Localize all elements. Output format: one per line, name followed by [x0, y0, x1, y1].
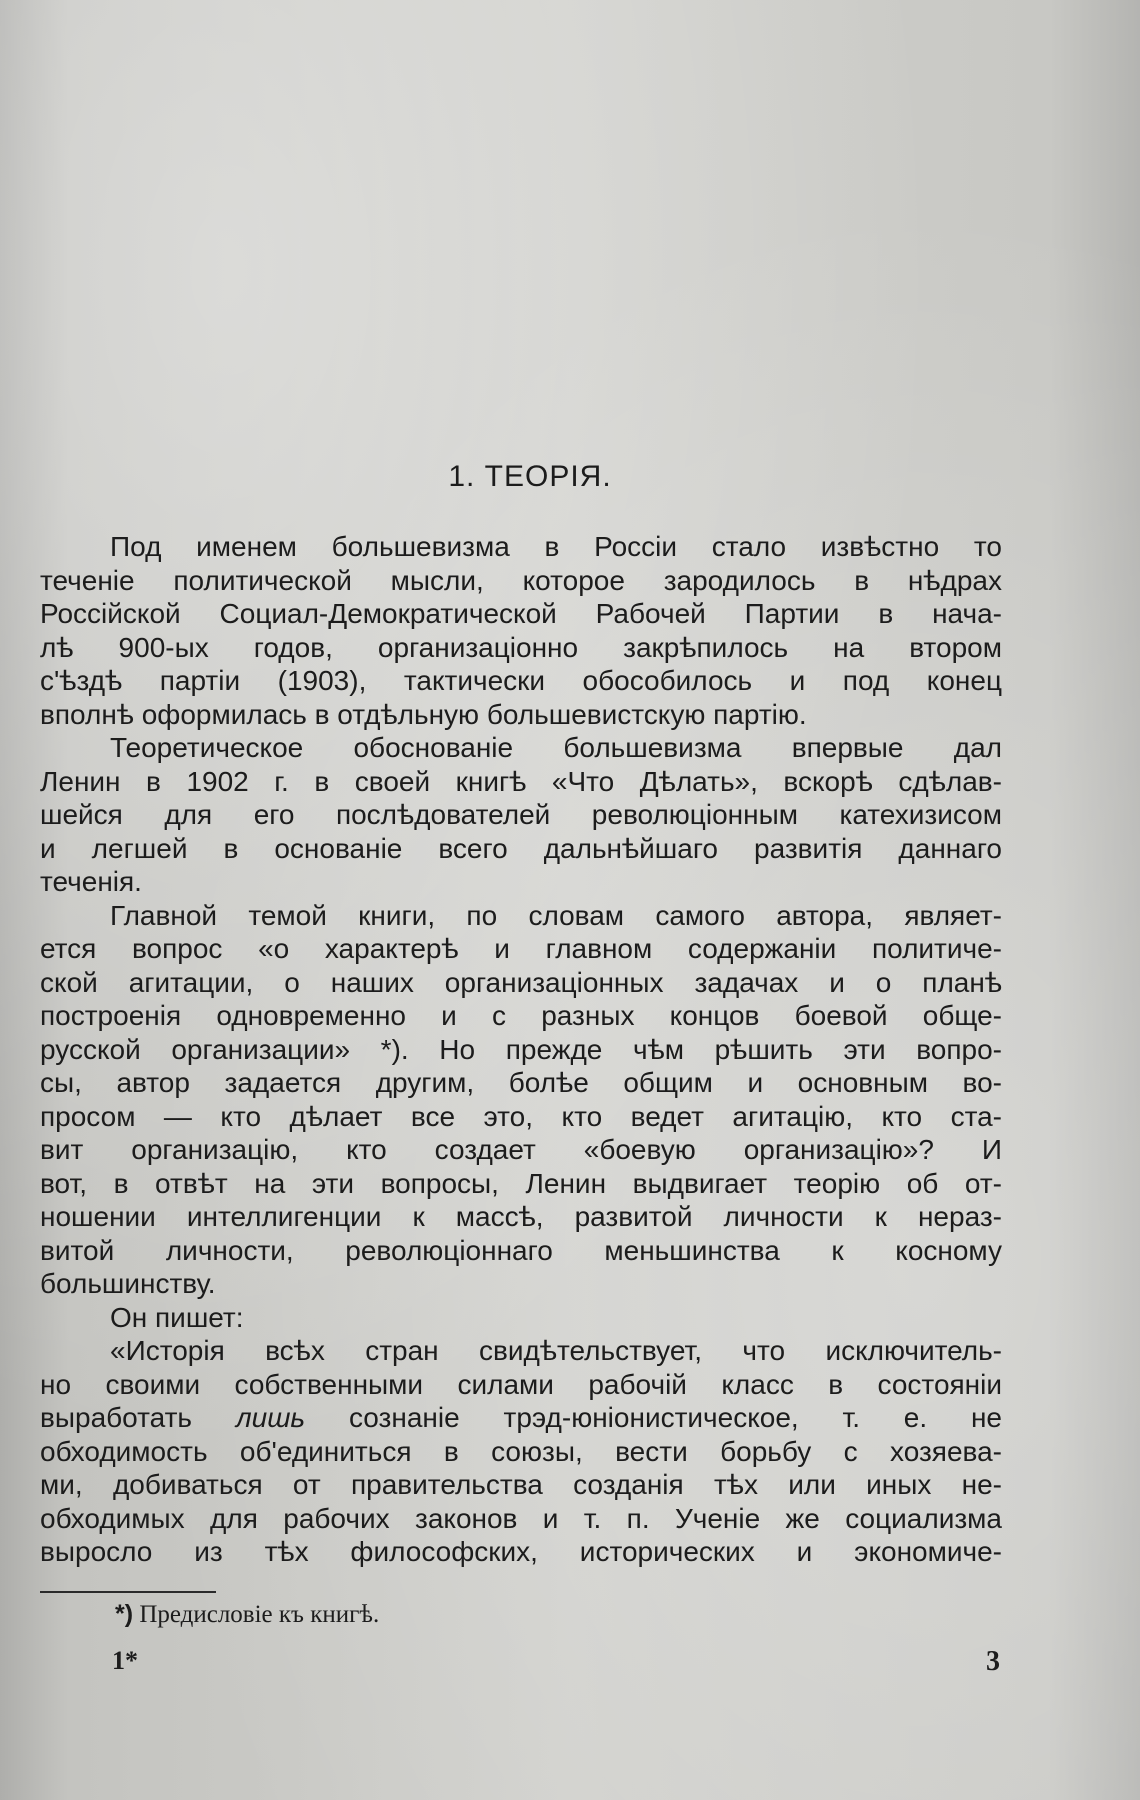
footnote — [115, 1600, 379, 1629]
text-line: ношении интеллигенции к массѣ, развитой личности к нераз- — [40, 1201, 1002, 1232]
footnote-divider — [40, 1591, 216, 1593]
text-line: лѣ 900-ых годов, организаціонно закрѣпилось на втором — [40, 631, 1002, 663]
text-line: Россійской Социал-Демократической Рабочей Партии в нача- — [40, 598, 1002, 629]
text-line: «Исторія всѣх стран свидѣтельствует, что исключитель- — [110, 1335, 1002, 1366]
text-line: Теоретическое обоснованіе большевизма впервые дал — [110, 732, 1002, 763]
text-line: большинству. — [40, 1268, 216, 1299]
emphasis-text: лишь — [235, 1402, 306, 1433]
text-line: шейся для его послѣдователей революціонным катехизисом — [40, 799, 1002, 830]
text-line: обходимость об'единиться в союзы, вести борьбу с хозяева- — [40, 1435, 1002, 1467]
text-line — [40, 1401, 1002, 1435]
text-line: сы, автор задается другим, болѣе общим и основным во- — [40, 1067, 1002, 1098]
footnote-mark: *) — [115, 1600, 134, 1628]
text-line: вит организацію, кто создает «боевую организацію»? И — [40, 1134, 1002, 1165]
footnote-text: Предисловіе къ книгѣ. — [139, 1601, 380, 1628]
printer-signature: 1* — [112, 1646, 138, 1675]
body-text — [40, 530, 1002, 1569]
text-line: витой личности, революціоннаго меньшинства к косному — [40, 1234, 1002, 1266]
page-number: 3 — [986, 1646, 1000, 1677]
text-line: просом — кто дѣлает все это, кто ведет агитацію, кто ста- — [40, 1100, 1002, 1132]
text-line: выросло из тѣх философских, исторических и экономиче- — [40, 1536, 1002, 1567]
text-line: Ленин в 1902 г. в своей книгѣ «Что Дѣлать», вскорѣ сдѣлав- — [40, 765, 1002, 797]
text-line: построенія одновременно и с разных концов боевой обще- — [40, 1000, 1002, 1031]
text-line: ми, добиваться от правительства созданія тѣх или иных не- — [40, 1469, 1002, 1500]
text-line: теченія. — [40, 866, 142, 897]
text-line: вполнѣ оформилась в отдѣльную большевистскую партію. — [40, 698, 807, 730]
text-segment: выработать — [40, 1402, 236, 1433]
text-line: но своими собственными силами рабочій класс в состояніи — [40, 1368, 1002, 1400]
text-line: Он пишет: — [110, 1301, 244, 1333]
text-line: теченіе политической мысли, которое зародилось в нѣдрах — [40, 564, 1002, 596]
text-line: и легшей в основаніе всего дальнѣйшаго развитія даннаго — [40, 832, 1002, 864]
text-segment: сознаніе трэд-юніонистическое, т. е. не — [305, 1402, 1003, 1433]
text-line: обходимых для рабочих законов и т. п. Ученіе же социализма — [40, 1502, 1002, 1534]
text-line: русской организации» *). Но прежде чѣм рѣшить эти вопро- — [40, 1033, 1002, 1065]
text-line: с'ѣздѣ партіи (1903), тактически обособилось и под конец — [40, 665, 1002, 696]
text-line: Под именем большевизма в Россіи стало извѣстно то — [110, 531, 1002, 562]
text-line: Главной темой книги, по словам самого автора, являет- — [110, 899, 1002, 931]
text-line: ется вопрос «о характерѣ и главном содержаніи политиче- — [40, 933, 1002, 964]
text-line: ской агитации, о наших организаціонных задачах и о планѣ — [40, 966, 1002, 998]
chapter-title: 1. ТЕОРІЯ. — [448, 460, 612, 493]
text-line: вот, в отвѣт на эти вопросы, Ленин выдвигает теорію об от- — [40, 1167, 1002, 1199]
